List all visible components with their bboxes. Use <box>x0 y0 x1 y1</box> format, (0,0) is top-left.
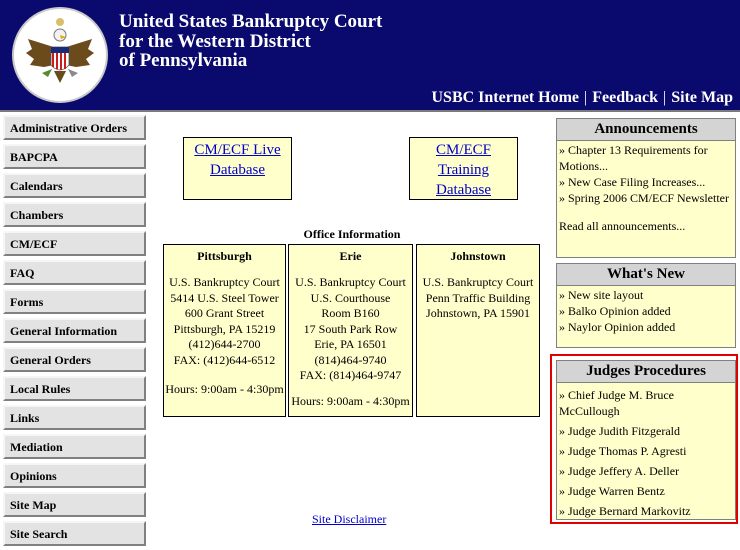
nav-item-calendars[interactable]: Calendars <box>3 173 146 198</box>
site-map-link[interactable]: Site Map <box>671 89 733 106</box>
nav-item-local-rules[interactable]: Local Rules <box>3 376 146 401</box>
court-title-line-3: of Pennsylvania <box>119 50 248 71</box>
nav-item-bapcpa[interactable]: BAPCPA <box>3 144 146 169</box>
cm-ecf-training-line-2: Training <box>437 162 490 178</box>
office-address-line: U.S. Bankruptcy Court <box>422 275 534 289</box>
usbc-internet-home-link[interactable]: USBC Internet Home <box>431 89 580 106</box>
judge-link-deller[interactable]: » Judge Jeffery A. Deller <box>559 464 680 478</box>
judge-link-fitzgerald[interactable]: » Judge Judith Fitzgerald <box>559 424 680 438</box>
court-title-line-1: United States Bankruptcy Court <box>119 11 383 32</box>
office-city: Erie <box>339 249 362 263</box>
office-address-line: Pittsburgh, PA 15219 <box>173 321 276 336</box>
nav-item-mediation[interactable]: Mediation <box>3 434 146 459</box>
announcements-body <box>557 141 735 235</box>
site-disclaimer-link[interactable]: Site Disclaimer <box>312 512 387 526</box>
office-city: Johnstown <box>450 249 506 263</box>
office-address-line: Penn Traffic Building <box>425 290 531 305</box>
office-address-line: Johnstown, PA 15901 <box>426 306 530 320</box>
office-information-title: Office Information <box>303 227 401 241</box>
court-title-line-2: for the Western District <box>119 30 311 52</box>
office-address-line: 600 Grant Street <box>184 306 265 320</box>
court-title <box>119 12 382 71</box>
office-address-line: 17 South Park Row <box>303 321 398 336</box>
cm-ecf-live-line-1: CM/ECF Live <box>194 142 281 158</box>
whats-new-item[interactable]: » Balko Opinion added <box>559 304 671 318</box>
judge-link-agresti[interactable]: » Judge Thomas P. Agresti <box>559 444 687 458</box>
office-address-line: U.S. Bankruptcy Court <box>169 275 280 289</box>
cm-ecf-live-box <box>183 137 292 200</box>
judges-procedures-title: Judges Procedures <box>557 361 735 383</box>
whats-new-title: What's New <box>557 264 735 286</box>
judge-link-markovitz[interactable]: » Judge Bernard Markovitz <box>559 504 691 518</box>
link-separator: | <box>584 89 588 106</box>
nav-item-administrative-orders[interactable]: Administrative Orders <box>3 115 146 140</box>
office-pittsburgh <box>163 244 286 417</box>
announcement-item[interactable]: » Spring 2006 CM/ECF Newsletter <box>559 191 729 205</box>
site-header <box>0 0 740 110</box>
whats-new-item[interactable]: » New site layout <box>559 288 644 302</box>
office-fax: FAX: (814)464-9747 <box>299 368 402 382</box>
nav-item-general-orders[interactable]: General Orders <box>3 347 146 372</box>
court-seal-icon <box>12 7 108 103</box>
cm-ecf-training-box <box>409 137 518 200</box>
nav-item-general-information[interactable]: General Information <box>3 318 146 343</box>
nav-item-opinions[interactable]: Opinions <box>3 463 146 488</box>
office-address-line: U.S. Courthouse <box>310 290 391 305</box>
announcement-item[interactable]: » Chapter 13 Requirements for Motions... <box>559 143 708 173</box>
cm-ecf-training-line-3: Database <box>436 182 491 198</box>
nav-item-chambers[interactable]: Chambers <box>3 202 146 227</box>
office-hours: Hours: 9:00am - 4:30pm <box>165 382 284 396</box>
cm-ecf-training-line-1: CM/ECF <box>435 142 492 158</box>
cm-ecf-live-link[interactable] <box>194 142 280 178</box>
office-hours: Hours: 9:00am - 4:30pm <box>291 393 410 408</box>
nav-item-cm-ecf[interactable]: CM/ECF <box>3 231 146 256</box>
whats-new-item[interactable]: » Naylor Opinion added <box>559 320 676 334</box>
office-erie <box>288 244 413 417</box>
office-address-line: 5414 U.S. Steel Tower <box>170 290 279 305</box>
nav-item-site-search[interactable]: Site Search <box>3 521 146 546</box>
whats-new-body <box>557 286 735 336</box>
office-city: Pittsburgh <box>197 249 252 263</box>
judge-link-mccullough[interactable]: » Chief Judge M. Bruce McCullough <box>559 388 674 418</box>
announcement-item[interactable]: » New Case Filing Increases... <box>559 175 706 189</box>
nav-item-links[interactable]: Links <box>3 405 146 430</box>
office-phone: (814)464-9740 <box>314 352 387 367</box>
cm-ecf-training-link[interactable] <box>436 142 491 198</box>
top-links <box>431 89 733 107</box>
office-fax: FAX: (412)644-6512 <box>173 352 276 367</box>
left-nav <box>3 115 147 550</box>
feedback-link[interactable]: Feedback <box>592 89 659 106</box>
judges-procedures-highlight-box <box>550 354 738 524</box>
judge-link-bentz[interactable]: » Judge Warren Bentz <box>559 484 665 498</box>
link-separator: | <box>663 89 667 106</box>
announcements-panel <box>556 118 736 258</box>
read-all-announcements-link[interactable]: Read all announcements... <box>559 219 686 233</box>
nav-item-site-map[interactable]: Site Map <box>3 492 146 517</box>
office-johnstown <box>416 244 540 417</box>
announcements-title: Announcements <box>557 119 735 141</box>
office-address-line: Erie, PA 16501 <box>314 337 387 351</box>
header-divider <box>0 110 740 112</box>
office-phone: (412)644-2700 <box>188 337 261 351</box>
nav-item-faq[interactable]: FAQ <box>3 260 146 285</box>
nav-item-forms[interactable]: Forms <box>3 289 146 314</box>
office-address-line: Room B160 <box>321 306 380 320</box>
office-address-line: U.S. Bankruptcy Court <box>295 275 406 289</box>
whats-new-panel <box>556 263 736 348</box>
cm-ecf-live-line-2: Database <box>210 162 265 178</box>
